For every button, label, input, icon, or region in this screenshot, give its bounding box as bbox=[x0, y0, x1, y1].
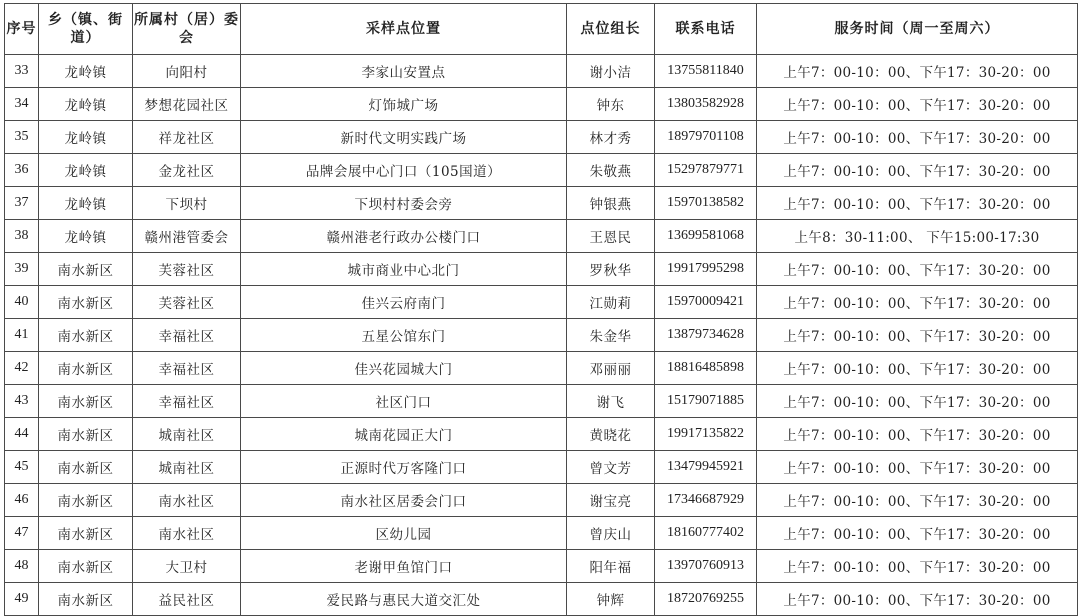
cell-leader: 邓丽丽 bbox=[567, 352, 655, 385]
cell-hours: 上午7：00-10：00、下午17：30-20：00 bbox=[757, 154, 1078, 187]
cell-village: 南水社区 bbox=[133, 517, 241, 550]
cell-seq: 34 bbox=[5, 88, 39, 121]
cell-hours: 上午7：00-10：00、下午17：30-20：00 bbox=[757, 286, 1078, 319]
cell-village: 芙蓉社区 bbox=[133, 253, 241, 286]
cell-hours: 上午7：00-10：00、下午17：30-20：00 bbox=[757, 517, 1078, 550]
cell-site: 五星公馆东门 bbox=[241, 319, 567, 352]
cell-site: 李家山安置点 bbox=[241, 55, 567, 88]
table-row bbox=[5, 55, 1078, 88]
cell-phone: 13479945921 bbox=[655, 451, 757, 484]
cell-seq: 41 bbox=[5, 319, 39, 352]
table-row bbox=[5, 319, 1078, 352]
cell-phone: 13970760913 bbox=[655, 550, 757, 583]
cell-hours: 上午7：00-10：00、下午17：30-20：00 bbox=[757, 583, 1078, 616]
cell-township: 南水新区 bbox=[39, 484, 133, 517]
cell-seq: 33 bbox=[5, 55, 39, 88]
cell-phone: 18979701108 bbox=[655, 121, 757, 154]
cell-hours: 上午7：00-10：00、下午17：30-20：00 bbox=[757, 121, 1078, 154]
cell-site: 品牌会展中心门口（105国道） bbox=[241, 154, 567, 187]
table-row bbox=[5, 418, 1078, 451]
cell-phone: 15970009421 bbox=[655, 286, 757, 319]
cell-phone: 15179071885 bbox=[655, 385, 757, 418]
cell-leader: 钟东 bbox=[567, 88, 655, 121]
cell-village: 幸福社区 bbox=[133, 385, 241, 418]
cell-township: 南水新区 bbox=[39, 418, 133, 451]
cell-phone: 13699581068 bbox=[655, 220, 757, 253]
cell-township: 南水新区 bbox=[39, 352, 133, 385]
table-row bbox=[5, 517, 1078, 550]
cell-seq: 38 bbox=[5, 220, 39, 253]
header-leader: 点位组长 bbox=[567, 4, 655, 55]
cell-village: 芙蓉社区 bbox=[133, 286, 241, 319]
cell-phone: 13755811840 bbox=[655, 55, 757, 88]
cell-phone: 18816485898 bbox=[655, 352, 757, 385]
table-body bbox=[5, 55, 1078, 616]
cell-leader: 谢小洁 bbox=[567, 55, 655, 88]
cell-seq: 36 bbox=[5, 154, 39, 187]
table-row bbox=[5, 253, 1078, 286]
cell-leader: 谢飞 bbox=[567, 385, 655, 418]
cell-site: 老谢甲鱼馆门口 bbox=[241, 550, 567, 583]
cell-township: 南水新区 bbox=[39, 451, 133, 484]
cell-seq: 35 bbox=[5, 121, 39, 154]
cell-leader: 钟辉 bbox=[567, 583, 655, 616]
cell-leader: 罗秋华 bbox=[567, 253, 655, 286]
cell-village: 益民社区 bbox=[133, 583, 241, 616]
header-row bbox=[5, 4, 1078, 55]
cell-hours: 上午7：00-10：00、下午17：30-20：00 bbox=[757, 451, 1078, 484]
table-row bbox=[5, 484, 1078, 517]
table-row bbox=[5, 88, 1078, 121]
cell-site: 新时代文明实践广场 bbox=[241, 121, 567, 154]
cell-village: 祥龙社区 bbox=[133, 121, 241, 154]
header-township: 乡（镇、街道） bbox=[39, 4, 133, 55]
cell-leader: 王恩民 bbox=[567, 220, 655, 253]
cell-hours: 上午7：00-10：00、下午17：30-20：00 bbox=[757, 319, 1078, 352]
cell-phone: 15297879771 bbox=[655, 154, 757, 187]
cell-hours: 上午8：30-11:00、 下午15:00-17:30 bbox=[757, 220, 1078, 253]
cell-hours: 上午7：00-10：00、下午17：30-20：00 bbox=[757, 253, 1078, 286]
cell-leader: 朱敬燕 bbox=[567, 154, 655, 187]
table-row bbox=[5, 352, 1078, 385]
cell-township: 南水新区 bbox=[39, 253, 133, 286]
cell-township: 南水新区 bbox=[39, 583, 133, 616]
cell-site: 南水社区居委会门口 bbox=[241, 484, 567, 517]
cell-seq: 43 bbox=[5, 385, 39, 418]
cell-site: 佳兴花园城大门 bbox=[241, 352, 567, 385]
cell-leader: 谢宝亮 bbox=[567, 484, 655, 517]
cell-hours: 上午7：00-10：00、下午17：30-20：00 bbox=[757, 88, 1078, 121]
cell-seq: 48 bbox=[5, 550, 39, 583]
cell-seq: 37 bbox=[5, 187, 39, 220]
cell-hours: 上午7：00-10：00、下午17：30-20：00 bbox=[757, 385, 1078, 418]
cell-seq: 39 bbox=[5, 253, 39, 286]
cell-seq: 42 bbox=[5, 352, 39, 385]
cell-site: 城市商业中心北门 bbox=[241, 253, 567, 286]
cell-township: 龙岭镇 bbox=[39, 220, 133, 253]
cell-seq: 49 bbox=[5, 583, 39, 616]
cell-leader: 江勋莉 bbox=[567, 286, 655, 319]
cell-hours: 上午7：00-10：00、下午17：30-20：00 bbox=[757, 55, 1078, 88]
cell-seq: 44 bbox=[5, 418, 39, 451]
cell-phone: 19917135822 bbox=[655, 418, 757, 451]
cell-phone: 19917995298 bbox=[655, 253, 757, 286]
cell-site: 佳兴云府南门 bbox=[241, 286, 567, 319]
cell-village: 城南社区 bbox=[133, 418, 241, 451]
cell-township: 龙岭镇 bbox=[39, 55, 133, 88]
cell-phone: 17346687929 bbox=[655, 484, 757, 517]
cell-site: 城南花园正大门 bbox=[241, 418, 567, 451]
cell-village: 下坝村 bbox=[133, 187, 241, 220]
cell-site: 区幼儿园 bbox=[241, 517, 567, 550]
cell-phone: 13803582928 bbox=[655, 88, 757, 121]
cell-village: 梦想花园社区 bbox=[133, 88, 241, 121]
cell-village: 赣州港管委会 bbox=[133, 220, 241, 253]
table-row bbox=[5, 385, 1078, 418]
cell-hours: 上午7：00-10：00、下午17：30-20：00 bbox=[757, 418, 1078, 451]
header-hours: 服务时间（周一至周六） bbox=[757, 4, 1078, 55]
cell-phone: 18720769255 bbox=[655, 583, 757, 616]
cell-leader: 曾庆山 bbox=[567, 517, 655, 550]
cell-site: 社区门口 bbox=[241, 385, 567, 418]
cell-hours: 上午7：00-10：00、下午17：30-20：00 bbox=[757, 352, 1078, 385]
cell-village: 金龙社区 bbox=[133, 154, 241, 187]
cell-township: 龙岭镇 bbox=[39, 88, 133, 121]
table-row bbox=[5, 121, 1078, 154]
cell-hours: 上午7：00-10：00、下午17：30-20：00 bbox=[757, 484, 1078, 517]
cell-site: 正源时代万客隆门口 bbox=[241, 451, 567, 484]
header-phone: 联系电话 bbox=[655, 4, 757, 55]
cell-township: 南水新区 bbox=[39, 550, 133, 583]
cell-seq: 47 bbox=[5, 517, 39, 550]
cell-seq: 46 bbox=[5, 484, 39, 517]
cell-leader: 林才秀 bbox=[567, 121, 655, 154]
cell-township: 南水新区 bbox=[39, 517, 133, 550]
cell-leader: 钟银燕 bbox=[567, 187, 655, 220]
cell-village: 幸福社区 bbox=[133, 319, 241, 352]
cell-phone: 18160777402 bbox=[655, 517, 757, 550]
table-row bbox=[5, 286, 1078, 319]
cell-leader: 阳年福 bbox=[567, 550, 655, 583]
cell-phone: 15970138582 bbox=[655, 187, 757, 220]
cell-township: 龙岭镇 bbox=[39, 154, 133, 187]
cell-seq: 40 bbox=[5, 286, 39, 319]
cell-village: 城南社区 bbox=[133, 451, 241, 484]
table-row bbox=[5, 154, 1078, 187]
cell-leader: 黄晓花 bbox=[567, 418, 655, 451]
table-row bbox=[5, 187, 1078, 220]
header-village: 所属村（居）委会 bbox=[133, 4, 241, 55]
table-row bbox=[5, 220, 1078, 253]
cell-township: 南水新区 bbox=[39, 286, 133, 319]
sampling-sites-table bbox=[4, 3, 1078, 616]
cell-township: 龙岭镇 bbox=[39, 187, 133, 220]
cell-township: 南水新区 bbox=[39, 319, 133, 352]
cell-village: 幸福社区 bbox=[133, 352, 241, 385]
cell-hours: 上午7：00-10：00、下午17：30-20：00 bbox=[757, 550, 1078, 583]
cell-township: 龙岭镇 bbox=[39, 121, 133, 154]
cell-leader: 朱金华 bbox=[567, 319, 655, 352]
header-site: 采样点位置 bbox=[241, 4, 567, 55]
cell-village: 向阳村 bbox=[133, 55, 241, 88]
cell-site: 下坝村村委会旁 bbox=[241, 187, 567, 220]
cell-village: 南水社区 bbox=[133, 484, 241, 517]
header-seq: 序号 bbox=[5, 4, 39, 55]
table-row bbox=[5, 583, 1078, 616]
cell-village: 大卫村 bbox=[133, 550, 241, 583]
cell-leader: 曾文芳 bbox=[567, 451, 655, 484]
cell-seq: 45 bbox=[5, 451, 39, 484]
cell-site: 灯饰城广场 bbox=[241, 88, 567, 121]
table-row bbox=[5, 550, 1078, 583]
cell-site: 爱民路与惠民大道交汇处 bbox=[241, 583, 567, 616]
cell-site: 赣州港老行政办公楼门口 bbox=[241, 220, 567, 253]
cell-hours: 上午7：00-10：00、下午17：30-20：00 bbox=[757, 187, 1078, 220]
table-row bbox=[5, 451, 1078, 484]
cell-township: 南水新区 bbox=[39, 385, 133, 418]
cell-phone: 13879734628 bbox=[655, 319, 757, 352]
